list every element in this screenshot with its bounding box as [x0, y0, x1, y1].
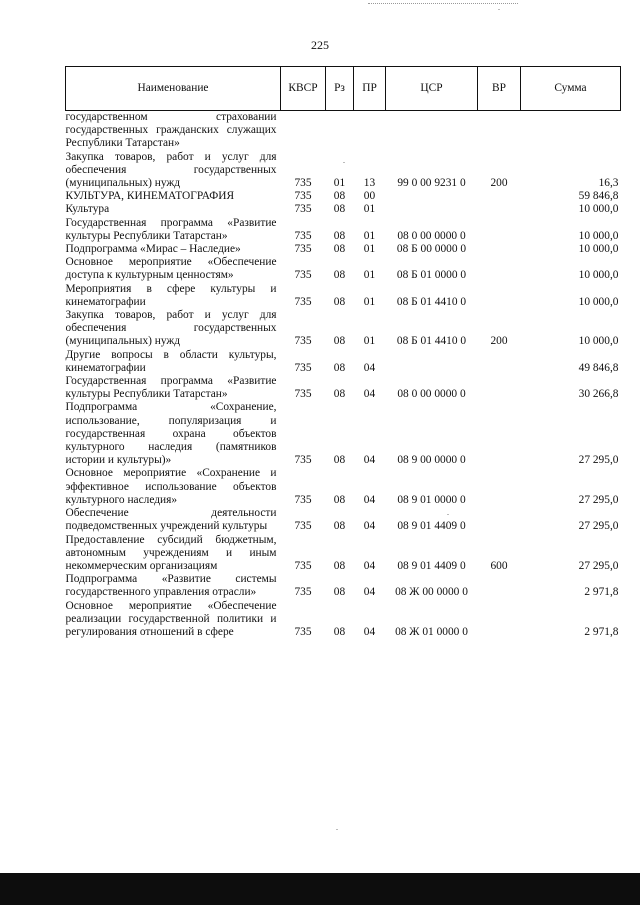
table-row — [66, 283, 621, 309]
row-vr — [478, 283, 521, 309]
row-rz: 08 — [333, 454, 346, 467]
row-kvsr: 735 — [294, 295, 312, 308]
table-row — [66, 309, 621, 349]
row-csr — [386, 349, 478, 375]
row-vr: 200 — [490, 335, 508, 348]
row-vr — [478, 111, 521, 151]
row-vr — [478, 190, 521, 203]
row-vr — [478, 203, 521, 216]
row-csr: 08 9 01 4409 0 — [397, 559, 466, 572]
row-kvsr: 735 — [294, 229, 312, 242]
row-kvsr: 735 — [294, 361, 312, 374]
row-csr: 08 Ж 01 0000 0 — [395, 625, 468, 638]
row-vr — [478, 467, 521, 507]
row-vr — [478, 217, 521, 243]
row-sum: 10 000,0 — [578, 335, 619, 348]
row-sum: 27 295,0 — [578, 559, 619, 572]
row-pr: 04 — [363, 493, 376, 506]
row-name: Обеспечение деятельности подведомственных учреждений культуры — [65, 507, 277, 533]
row-kvsr: 735 — [294, 243, 312, 256]
row-csr: 08 9 01 0000 0 — [397, 493, 466, 506]
row-rz: 08 — [333, 203, 346, 216]
row-sum: 10 000,0 — [578, 229, 619, 242]
col-header-pr: ПР — [354, 67, 386, 111]
row-rz: 08 — [333, 493, 346, 506]
table-row — [66, 151, 621, 191]
col-header-name: Наименование — [66, 67, 281, 111]
col-header-rz: Рз — [326, 67, 354, 111]
row-rz: 08 — [333, 243, 346, 256]
row-pr: 04 — [363, 559, 376, 572]
row-pr: 01 — [363, 295, 376, 308]
row-vr — [478, 507, 521, 533]
row-csr: 08 Б 01 4410 0 — [396, 295, 467, 308]
row-pr: 04 — [363, 520, 376, 533]
row-csr: 08 0 00 0000 0 — [397, 388, 466, 401]
row-csr: 99 0 00 9231 0 — [397, 177, 466, 190]
row-sum: 2 971,8 — [584, 625, 619, 638]
table-row — [66, 507, 621, 533]
table-header — [66, 67, 621, 111]
row-name: Основное мероприятие «Обеспечение доступа к культурным ценностям» — [65, 256, 277, 282]
row-name: Подпрограмма «Сохранение, использование, популяризация и государственная охрана объектов культурного наследия (памятников истории и культуры)» — [65, 401, 277, 467]
row-csr — [386, 111, 478, 151]
budget-table — [65, 66, 621, 639]
row-vr: 200 — [490, 177, 508, 190]
row-csr — [386, 203, 478, 216]
row-kvsr: 735 — [294, 269, 312, 282]
row-sum: 16,3 — [598, 177, 619, 190]
row-csr — [386, 190, 478, 203]
row-kvsr: 735 — [294, 335, 312, 348]
row-kvsr — [281, 111, 326, 151]
col-header-kvsr: КВСР — [281, 67, 326, 111]
row-name: Государственная программа «Развитие культуры Республики Татарстан» — [65, 216, 277, 242]
row-name: Основное мероприятие «Обеспечение реализации государственной политики и регулирования отношений в сфере — [65, 599, 277, 638]
row-pr: 13 — [363, 177, 376, 190]
row-sum: 2 971,8 — [584, 586, 619, 599]
scan-top-line — [368, 3, 518, 4]
row-rz: 08 — [333, 559, 346, 572]
row-rz: 08 — [333, 625, 346, 638]
row-sum — [521, 111, 621, 151]
row-name: государственном страховании государственных гражданских служащих Республики Татарстан» — [65, 111, 277, 150]
page-number: 225 — [311, 38, 329, 52]
row-sum: 27 295,0 — [578, 493, 619, 506]
row-sum: 49 846,8 — [578, 361, 619, 374]
row-name: Основное мероприятие «Сохранение и эффективное использование объектов культурного наследия» — [65, 467, 277, 506]
col-header-csr: ЦСР — [386, 67, 478, 111]
row-kvsr: 735 — [294, 625, 312, 638]
row-pr: 01 — [363, 269, 376, 282]
row-pr: 01 — [363, 229, 376, 242]
row-rz: 08 — [333, 388, 346, 401]
row-vr — [478, 375, 521, 401]
row-vr — [478, 600, 521, 640]
table-row — [66, 534, 621, 574]
row-name: Предоставление субсидий бюджетным, автономным учреждениям и иным некоммерческим организациям — [65, 533, 277, 572]
row-sum: 30 266,8 — [578, 388, 619, 401]
row-pr: 00 — [363, 190, 376, 203]
row-name: Государственная программа «Развитие культуры Республики Татарстан» — [65, 375, 277, 401]
table-row — [66, 375, 621, 401]
row-kvsr: 735 — [294, 190, 312, 203]
row-name: Закупка товаров, работ и услуг для обеспечения государственных (муниципальных) нужд — [65, 150, 277, 190]
row-csr: 08 9 00 0000 0 — [397, 454, 466, 467]
row-kvsr: 735 — [294, 203, 312, 216]
row-vr — [478, 401, 521, 467]
row-rz: 08 — [333, 361, 346, 374]
row-pr: 04 — [363, 388, 376, 401]
table-row — [66, 111, 621, 151]
row-sum: 27 295,0 — [578, 520, 619, 533]
row-pr: 04 — [363, 361, 376, 374]
row-rz: 08 — [333, 269, 346, 282]
row-csr: 08 Б 01 4410 0 — [396, 335, 467, 348]
row-rz: 08 — [333, 295, 346, 308]
row-sum: 10 000,0 — [578, 243, 619, 256]
table-row — [66, 256, 621, 282]
row-csr: 08 Б 01 0000 0 — [396, 269, 467, 282]
row-pr: 04 — [363, 586, 376, 599]
row-vr: 600 — [490, 559, 508, 572]
row-sum: 10 000,0 — [578, 295, 619, 308]
row-vr — [478, 243, 521, 256]
row-rz: 08 — [333, 586, 346, 599]
row-csr: 08 9 01 4409 0 — [397, 520, 466, 533]
table-row — [66, 600, 621, 640]
row-pr — [354, 111, 386, 151]
row-csr: 08 Ж 00 0000 0 — [395, 586, 468, 599]
table-row — [66, 349, 621, 375]
scan-bottom-edge — [0, 873, 640, 905]
row-name: Другие вопросы в области культуры, кинематографии — [65, 348, 277, 374]
col-header-sum: Сумма — [521, 67, 621, 111]
row-pr: 01 — [363, 335, 376, 348]
row-name: Культура — [65, 203, 110, 216]
row-rz: 08 — [333, 229, 346, 242]
scan-speck — [336, 829, 338, 830]
row-rz: 08 — [333, 190, 346, 203]
row-name: Закупка товаров, работ и услуг для обеспечения государственных (муниципальных) нужд — [65, 309, 277, 348]
row-sum: 27 295,0 — [578, 454, 619, 467]
row-csr: 08 Б 00 0000 0 — [396, 243, 467, 256]
table-row — [66, 217, 621, 243]
row-kvsr: 735 — [294, 388, 312, 401]
col-header-vr: ВР — [478, 67, 521, 111]
row-name: Подпрограмма «Развитие системы государственного управления отрасли» — [65, 573, 277, 599]
row-pr: 04 — [363, 625, 376, 638]
table-body — [66, 111, 621, 640]
table-row — [66, 401, 621, 467]
row-name: КУЛЬТУРА, КИНЕМАТОГРАФИЯ — [65, 190, 235, 203]
row-rz: 08 — [333, 520, 346, 533]
row-rz — [326, 111, 354, 151]
row-kvsr: 735 — [294, 454, 312, 467]
row-sum: 10 000,0 — [578, 269, 619, 282]
table-row — [66, 203, 621, 216]
row-rz: 08 — [333, 335, 346, 348]
row-name: Мероприятия в сфере культуры и кинематографии — [65, 282, 277, 308]
row-kvsr: 735 — [294, 559, 312, 572]
row-kvsr: 735 — [294, 520, 312, 533]
table-row — [66, 243, 621, 256]
row-name: Подпрограмма «Мирас – Наследие» — [65, 243, 241, 256]
row-kvsr: 735 — [294, 177, 312, 190]
row-kvsr: 735 — [294, 586, 312, 599]
row-kvsr: 735 — [294, 493, 312, 506]
row-vr — [478, 573, 521, 599]
row-sum: 59 846,8 — [578, 190, 619, 203]
table-row — [66, 467, 621, 507]
row-pr: 04 — [363, 454, 376, 467]
table-row — [66, 573, 621, 599]
table-row — [66, 190, 621, 203]
scan-speck — [498, 9, 500, 10]
row-vr — [478, 256, 521, 282]
row-pr: 01 — [363, 203, 376, 216]
row-sum: 10 000,0 — [578, 203, 619, 216]
row-pr: 01 — [363, 243, 376, 256]
row-vr — [478, 349, 521, 375]
row-rz: 01 — [333, 177, 346, 190]
row-csr: 08 0 00 0000 0 — [397, 229, 466, 242]
